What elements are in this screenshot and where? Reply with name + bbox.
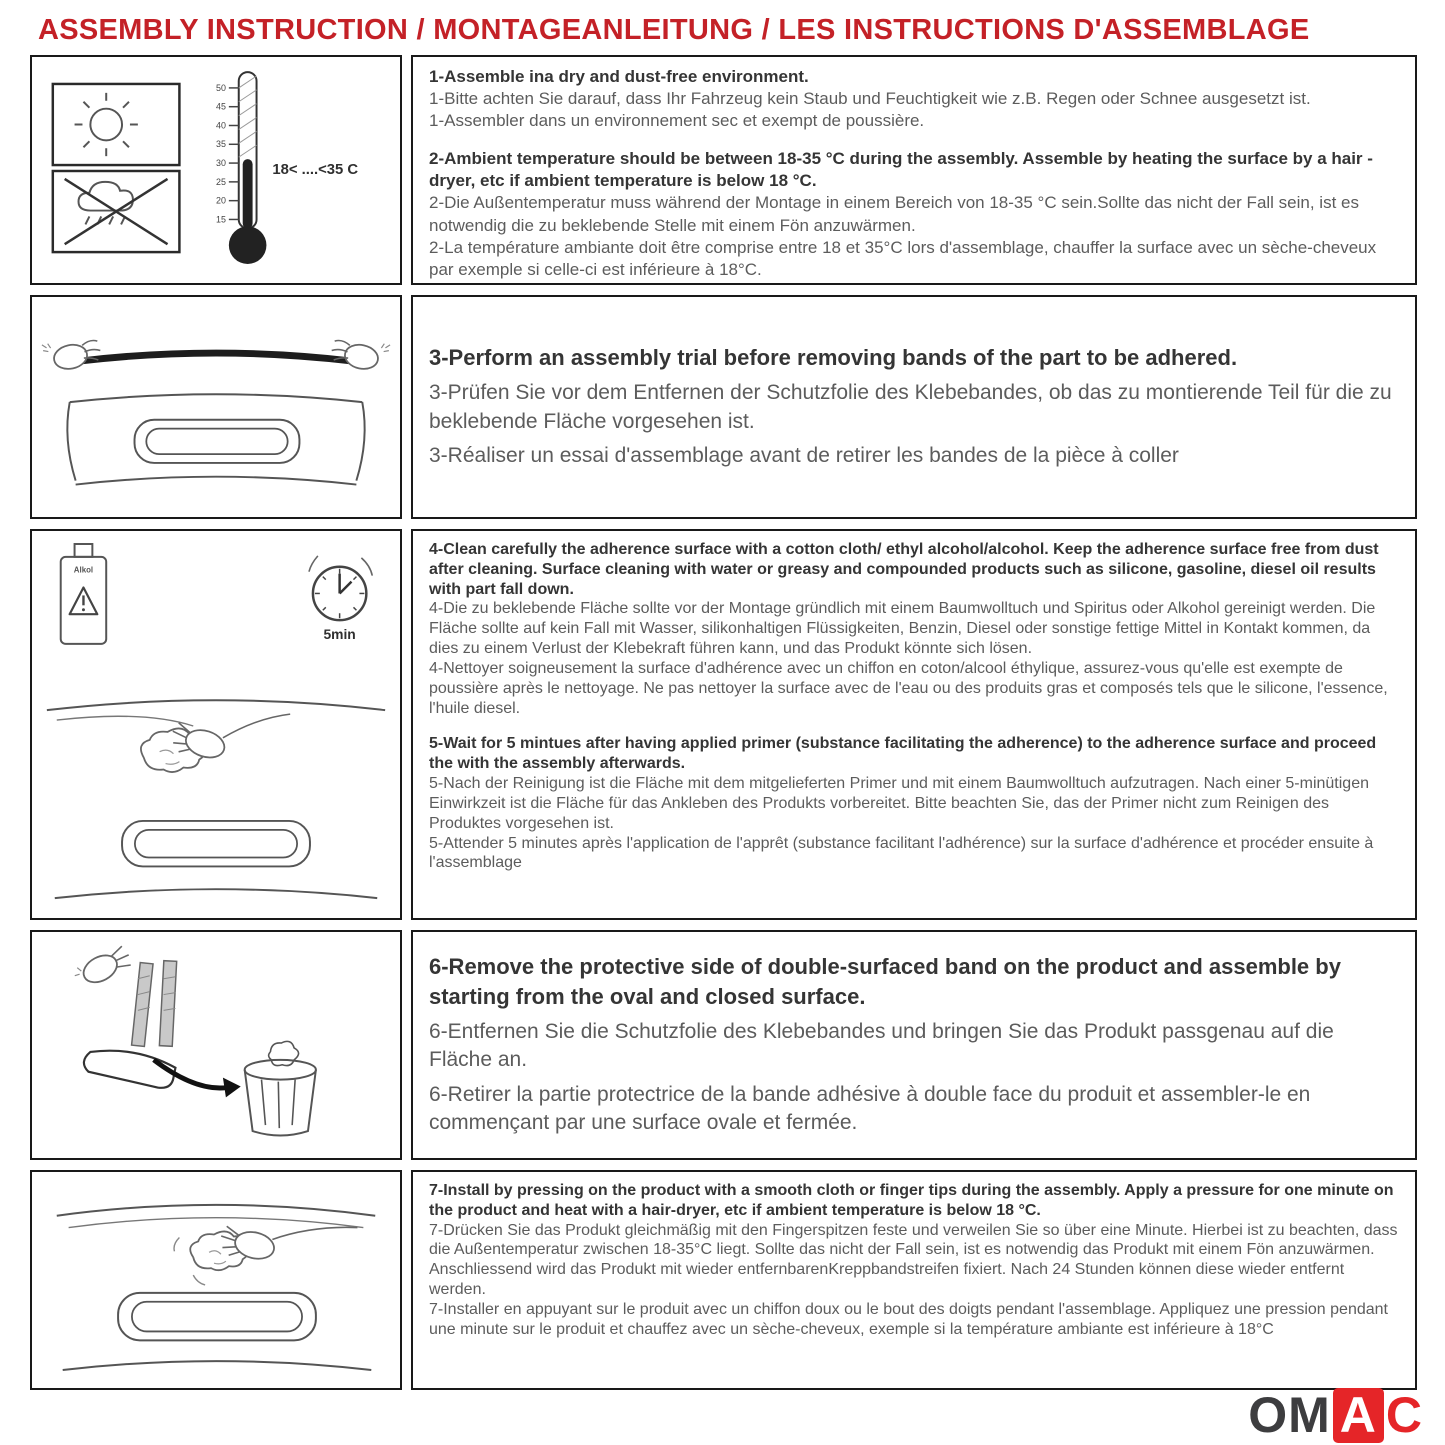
logo-text-c: C [1385, 1387, 1423, 1443]
bottle-label: Alkol [73, 565, 94, 575]
product-piece [84, 1051, 176, 1088]
car-panel [67, 394, 364, 484]
section-trial-text [411, 295, 1417, 519]
instruction-fr: 3-Réaliser un essai d'assemblage avant de retirer les bandes de la pièce à coller [429, 444, 1179, 468]
clock-icon [309, 555, 372, 641]
instruction-fr: 1-Assembler dans un environnement sec et exempt de poussière. [429, 111, 925, 131]
instruction-fr: 6-Retirer la partie protectrice de la bande adhésive à double face du produit et assembler-le en commençant par une surface ovale et fermée. [429, 1082, 1311, 1135]
instruction-de: 5-Nach der Reinigung ist die Fläche mit dem mitgelieferten Primer und mit einem Baumwolltuch aufzutragen. Nach einer 5-minütigen Einwirkzeit ist die Fläche für das Ankleben des Produkts vorbereitet. Bitte beachten Sie, das der Primer nicht zum Reinigen des Produktes vorgesehen ist. [429, 775, 1369, 832]
hand-icon [72, 944, 134, 992]
section-environment-text [411, 55, 1417, 285]
liner-strips [132, 961, 177, 1047]
environment-illustration [35, 59, 397, 281]
thermometer-scale-label: 20 [216, 195, 226, 206]
section-press [30, 1170, 1417, 1390]
thermometer-scale-label: 15 [216, 214, 226, 225]
illustration-remove-band-box [30, 930, 402, 1160]
illustration-press-box [30, 1170, 402, 1390]
instruction-fr: 2-La température ambiante doit être comprise entre 18 et 35°C lors d'assemblage, chauffer la surface avec un sèche-cheveux par exemple si celle-ci est inférieure à 18°C. [429, 237, 1377, 279]
section-press-text [411, 1170, 1417, 1390]
clock-label: 5min [323, 625, 356, 642]
trim-strip [82, 353, 351, 361]
thermometer-scale-label: 35 [216, 139, 226, 150]
instruction-de: 7-Drücken Sie das Produkt gleichmäßig mit den Fingerspitzen feste und verweilen Sie so über eine Minute. Hierbei ist zu beachten, dass die Außentemperatur zwischen 18-35°C liegt. Sollte das nicht der Fall sein, ist es notwendig das Produkt mit einem Fön anzuwärmen. Anschliessend wird das Produkt mit wieder entfernbarenKreppbandstreifen fixiert. Nach 24 Stunden können diese wieder entfernt werden. [429, 1221, 1398, 1299]
instruction-de: 3-Prüfen Sie vor dem Entfernen der Schutzfolie des Klebebandes, ob das zu montierende Teil für die zu beklebende Fläche vorgesehen ist. [429, 381, 1392, 433]
instruction-de: 4-Die zu beklebende Fläche sollte vor der Montage gründlich mit einem Baumwolltuch und Spiritus oder Alkohol gereinigt werden. Die Fläche sollte auf kein Fall mit Wasser, silikonhaltigen Flüssigkeiten, Benzin, Diesel oder sonstige fettige Mittel in Kontakt kommen, da dies zu einem Verlust der Klebekraft führen kann, und das Produkt könnte sich lösen. [429, 600, 1376, 658]
illustration-cleaning-box [30, 529, 402, 920]
instruction-de: 6-Entfernen Sie die Schutzfolie des Klebebandes und bringen Sie das Produkt passgenau auf die Fläche an. [429, 1019, 1334, 1072]
omac-logo [1248, 1388, 1423, 1443]
instruction-fr: 4-Nettoyer soigneusement la surface d'adhérence avec un chiffon en coton/alcool éthylique, assurez-vous qu'elle est exempte de poussière après le nettoyage. Ne pas nettoyer la surface avec de l'eau ou des produits gras et composés tels que le silicone, l'essence, l'huile diesel. [429, 659, 1388, 717]
instruction-en: 7-Install by pressing on the product with a smooth cloth or finger tips during the assembly. Apply a pressure for one minute on the product and heat with a hair-dryer, etc if ambient temperature is below 18 °C. [429, 1182, 1394, 1219]
peel-liner-illustration [35, 934, 397, 1156]
illustration-environment-box [30, 55, 402, 285]
illustration-trial-box [30, 295, 402, 519]
instruction-en: 2-Ambient temperature should be between 18-35 °C during the assembly. Assemble by heating the surface by a hair -dryer, etc if ambient temperature is below 18 °C. [429, 149, 1373, 191]
hand-icon [42, 333, 103, 373]
section-cleaning-text [411, 529, 1417, 920]
logo-text-a: A [1333, 1388, 1384, 1443]
cleaning-illustration [35, 534, 397, 916]
section-remove-band-text [411, 930, 1417, 1160]
instruction-en: 5-Wait for 5 mintues after having applied primer (substance facilitating the adherence) to the adherence surface and proceed the with the assembly afterwards. [429, 735, 1377, 773]
thermometer-icon [216, 72, 358, 264]
thermometer-scale-label: 30 [216, 158, 226, 169]
hand-icon [329, 333, 390, 373]
logo-text-om: OM [1248, 1387, 1331, 1443]
section-trial [30, 295, 1417, 519]
instruction-en: 3-Perform an assembly trial before removing bands of the part to be adhered. [429, 345, 1238, 371]
arrow [154, 1060, 227, 1088]
section-remove-band [30, 930, 1417, 1160]
trial-fit-illustration [35, 300, 397, 514]
temperature-range-label: 18< ....<35 C [272, 161, 359, 178]
instruction-de: 2-Die Außentemperatur muss während der Montage in einem Bereich von 18-35 °C sein.Sollte das nicht der Fall sein, ist es notwendig die zu beklebende Stelle mit einem Fön anzuwärmen. [429, 193, 1359, 235]
plate-recess [118, 1293, 316, 1340]
press-install-illustration [35, 1175, 397, 1385]
no-rain-icon [53, 171, 180, 252]
section-cleaning [30, 529, 1417, 920]
sun-icon [53, 84, 180, 165]
arrow-head [223, 1078, 241, 1098]
section-environment [30, 55, 1417, 285]
thermometer-scale-label: 25 [216, 176, 226, 187]
trash-bin-icon [245, 1041, 316, 1135]
thermometer-scale-label: 40 [216, 120, 226, 131]
page-title: ASSEMBLY INSTRUCTION / MONTAGEANLEITUNG / LES INSTRUCTIONS D'ASSEMBLAGE [38, 14, 1310, 46]
instruction-en: 4-Clean carefully the adherence surface with a cotton cloth/ ethyl alcohol/alcohol. Keep the adherence surface free from dust after cleaning. Surface cleaning with water or greasy and compounded products such as silicone, gasoline, diesel oil results with part fall down. [429, 541, 1379, 598]
instruction-de: 1-Bitte achten Sie darauf, dass Ihr Fahrzeug kein Staub und Feuchtigkeit wie z.B. Regen oder Schnee ausgesetzt ist. [429, 89, 1311, 109]
alcohol-bottle-icon [61, 544, 106, 644]
thermometer-scale-label: 50 [216, 82, 226, 93]
instruction-en: 1-Assemble ina dry and dust-free environment. [429, 67, 809, 86]
instruction-fr: 7-Installer en appuyant sur le produit avec un chiffon doux ou le bout des doigts pendant l'assemblage. Appliquez une pression pendant une minute sur le produit et chauffez avec un sèche-cheveux, exemple si la température ambiante est inférieure à 18°C [429, 1300, 1388, 1338]
wiping-hand-illustration [47, 700, 385, 898]
thermometer-scale-label: 45 [216, 101, 226, 112]
instruction-fr: 5-Attender 5 minutes après l'application de l'apprêt (substance facilitant l'adhérence) sur la surface d'adhérence et procéder ensuite à l'assemblage [429, 834, 1374, 872]
instruction-en: 6-Remove the protective side of double-surfaced band on the product and assemble by starting from the oval and closed surface. [429, 954, 1341, 1009]
